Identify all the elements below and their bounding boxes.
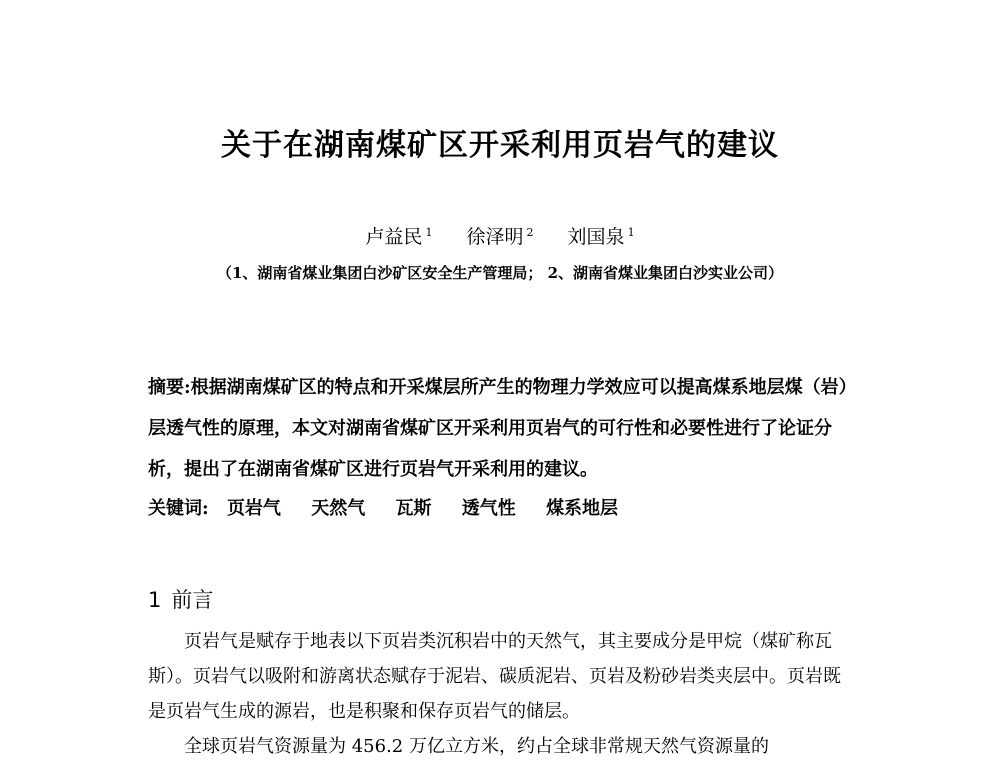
author-list bbox=[0, 222, 1000, 249]
author-affiliation-mark: 2 bbox=[526, 225, 534, 239]
keyword: 透气性 bbox=[461, 498, 516, 519]
abstract-text: 根据湖南煤矿区的特点和开采煤层所产生的物理力学效应可以提高煤系地层煤（岩）层透气性的原理，本文对湖南省煤矿区开采利用页岩气的可行性和必要性进行了论证分析，提出了在湖南省煤矿区进行页岩气开采利用的建议。 bbox=[148, 377, 857, 480]
keyword: 页岩气 bbox=[226, 498, 281, 519]
keywords bbox=[148, 494, 858, 520]
section-heading bbox=[148, 584, 213, 614]
section-number: 1 bbox=[148, 588, 162, 612]
keyword: 瓦斯 bbox=[395, 498, 432, 519]
author-1 bbox=[365, 222, 432, 249]
paragraph: 全球页岩气资源量为 456.2 万亿立方米，约占全球非常规天然气资源量的 bbox=[184, 736, 769, 757]
section-title: 前言 bbox=[171, 588, 214, 612]
abstract-label: 摘要: bbox=[148, 377, 191, 398]
author-name: 卢益民 bbox=[365, 226, 423, 248]
author-name: 徐泽明 bbox=[466, 226, 524, 248]
section-body bbox=[148, 624, 858, 764]
author-affiliation-mark: 1 bbox=[627, 225, 635, 239]
paper-title: 关于在湖南煤矿区开采利用页岩气的建议 bbox=[221, 128, 779, 163]
keywords-label: 关键词: bbox=[148, 498, 209, 519]
author-name: 刘国泉 bbox=[567, 226, 625, 248]
author-affiliation-mark: 1 bbox=[425, 225, 433, 239]
keyword: 天然气 bbox=[311, 498, 366, 519]
affiliations: （1、湖南省煤业集团白沙矿区安全生产管理局； 2、湖南省煤业集团白沙实业公司） bbox=[216, 264, 784, 282]
paragraph: 页岩气是赋存于地表以下页岩类沉积岩中的天然气，其主要成分是甲烷（煤矿称瓦斯）。页岩气以吸附和游离状态赋存于泥岩、碳质泥岩、页岩及粉砂岩类夹层中。页岩既是页岩气生成的源岩，也是积聚和保存页岩气的储层。 bbox=[148, 631, 841, 722]
keyword: 煤系地层 bbox=[546, 498, 619, 519]
author-3 bbox=[568, 222, 635, 249]
author-2 bbox=[466, 222, 533, 249]
abstract bbox=[148, 367, 858, 490]
